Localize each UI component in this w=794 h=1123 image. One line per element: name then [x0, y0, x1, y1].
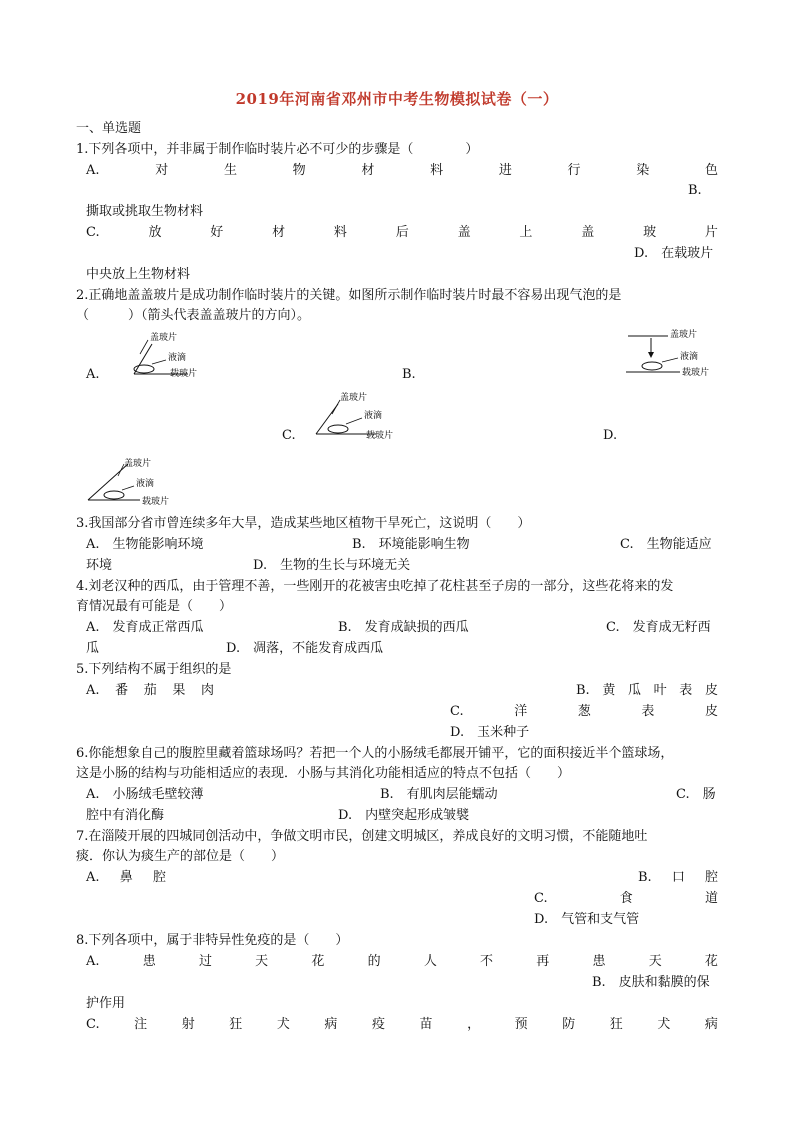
q2c-slide-label: 载玻片: [366, 431, 394, 441]
justified-char: 材: [272, 225, 286, 240]
justified-char: 料: [333, 225, 347, 240]
q6-option-c: C. 肠: [676, 787, 716, 802]
q8-option-c: [86, 1016, 718, 1034]
q7-option-b: [638, 869, 718, 887]
justified-char: 茄: [143, 683, 157, 698]
justified-char: 再: [536, 954, 550, 969]
q6-option-c-cont: 腔中有消化酶: [86, 808, 165, 823]
q2d-slide-label: 载玻片: [142, 497, 170, 507]
q1-option-b-label: B.: [688, 183, 702, 198]
q4-option-b: B. 发育成缺损的西瓜: [338, 620, 469, 635]
q2b-cover-label: 盖玻片: [670, 330, 698, 340]
justified-char: 犬: [276, 1017, 290, 1032]
q4-option-d: D. 凋落，不能发育成西瓜: [226, 641, 384, 656]
justified-char: 片: [704, 225, 718, 240]
q1-stem: 1.下列各项中，并非属于制作临时装片必不可少的步骤是（ ）: [76, 142, 479, 157]
q2a-slide-label: 载玻片: [170, 369, 198, 379]
q6-stem-line2: 这是小肠的结构与功能相适应的表现．小肠与其消化功能相适应的特点不包括（ ）: [76, 766, 571, 781]
q6-option-a: A. 小肠绒毛壁较薄: [86, 787, 204, 802]
q2-option-c: C.: [282, 428, 296, 443]
justified-char: 料: [430, 163, 444, 178]
q8-option-b-cont: 护作用: [86, 996, 126, 1011]
justified-char: A.: [86, 163, 100, 178]
justified-char: 防: [562, 1017, 576, 1032]
q5-stem: 5.下列结构不属于组织的是: [76, 662, 232, 677]
justified-char: C.: [86, 1017, 100, 1032]
q3-option-a: A. 生物能影响环境: [86, 537, 204, 552]
q4-stem-line2: 育情况最有可能是（ ）: [76, 599, 233, 614]
justified-char: 后: [395, 225, 409, 240]
justified-char: C.: [450, 704, 464, 719]
justified-char: 疫: [371, 1017, 385, 1032]
q4-option-a: A. 发育成正常西瓜: [86, 620, 204, 635]
justified-char: 生: [223, 163, 237, 178]
justified-char: A.: [86, 870, 100, 885]
q2a-cover-label: 盖玻片: [150, 333, 178, 343]
q1-option-b: 撕取或挑取生物材料: [86, 204, 204, 219]
q4-option-c: C. 发育成无籽西: [606, 620, 711, 635]
q5-option-d: D. 玉米种子: [450, 725, 530, 740]
justified-char: 的: [367, 954, 381, 969]
justified-char: 狂: [229, 1017, 243, 1032]
q2-figure-b: [618, 326, 728, 384]
justified-char: 口: [671, 870, 685, 885]
q6-option-b: B. 有肌肉层能蠕动: [380, 787, 498, 802]
q3-option-b: B. 环境能影响生物: [352, 537, 470, 552]
q1-option-a: [86, 162, 718, 180]
q2-figure-a: [108, 330, 218, 386]
justified-char: 花: [311, 954, 325, 969]
q2d-drop-label: 液滴: [136, 479, 155, 489]
justified-char: C.: [86, 225, 100, 240]
justified-char: 染: [636, 163, 650, 178]
q6-option-d: D. 内壁突起形成皱襞: [338, 808, 470, 823]
justified-char: 食: [619, 891, 633, 906]
justified-char: 葱: [577, 704, 591, 719]
justified-char: B.: [576, 683, 590, 698]
justified-char: 预: [514, 1017, 528, 1032]
justified-char: 腔: [152, 870, 166, 885]
justified-char: 色: [704, 163, 718, 178]
justified-char: 盖: [581, 225, 595, 240]
q8-stem: 8.下列各项中，属于非特异性免疫的是（ ）: [76, 933, 349, 948]
justified-char: 材: [361, 163, 375, 178]
justified-char: C.: [534, 891, 548, 906]
justified-char: 黄: [602, 683, 616, 698]
q5-option-a: [86, 682, 214, 700]
q7-stem-line2: 痰．你认为痰生产的部位是（ ）: [76, 849, 285, 864]
justified-char: 过: [198, 954, 212, 969]
q8-option-b: B. 皮肤和黏膜的保: [592, 975, 710, 990]
justified-char: 果: [172, 683, 186, 698]
justified-char: 射: [181, 1017, 195, 1032]
justified-char: 不: [480, 954, 494, 969]
q5-option-c: [450, 703, 718, 721]
justified-char: 表: [641, 704, 655, 719]
q2c-cover-label: 盖玻片: [340, 393, 368, 403]
justified-char: 洋: [514, 704, 528, 719]
q2-option-b: B.: [402, 367, 416, 382]
justified-char: ，: [467, 1017, 481, 1032]
justified-char: 上: [519, 225, 533, 240]
q7-option-a: [86, 869, 166, 887]
justified-char: 病: [704, 1017, 718, 1032]
q7-option-d: D. 气管和支气管: [534, 912, 640, 927]
justified-char: 患: [142, 954, 156, 969]
justified-char: 犬: [657, 1017, 671, 1032]
q2-option-d: D.: [603, 428, 618, 443]
justified-char: 天: [255, 954, 269, 969]
justified-char: 好: [210, 225, 224, 240]
justified-char: 病: [324, 1017, 338, 1032]
justified-char: 苗: [419, 1017, 433, 1032]
q2-option-a: A.: [86, 367, 100, 382]
q2d-cover-label: 盖玻片: [124, 459, 152, 469]
q2c-drop-label: 液滴: [364, 411, 383, 421]
justified-char: B.: [638, 870, 652, 885]
q1-option-d: D. 在载玻片: [634, 246, 714, 261]
page-title: 2019年河南省邓州市中考生物模拟试卷（一）: [235, 90, 559, 108]
q1-option-c: [86, 224, 718, 242]
justified-char: 放: [148, 225, 162, 240]
justified-char: 行: [567, 163, 581, 178]
q7-stem-line1: 7.在淄陵开展的四城同创活动中，争做文明市民，创建文明城区，养成良好的文明习惯，不能随地吐: [76, 829, 648, 844]
justified-char: 瓜: [627, 683, 641, 698]
justified-char: 对: [155, 163, 169, 178]
justified-char: 番: [115, 683, 129, 698]
q2b-drop-label: 液滴: [680, 352, 699, 362]
justified-char: 物: [292, 163, 306, 178]
q2b-slide-label: 载玻片: [682, 368, 710, 378]
q3-option-d: D. 生物的生长与环境无关: [253, 558, 411, 573]
justified-char: 患: [592, 954, 606, 969]
justified-char: 玻: [643, 225, 657, 240]
justified-char: 进: [498, 163, 512, 178]
q2a-drop-label: 液滴: [168, 353, 187, 363]
q4-stem-line1: 4.刘老汉种的西瓜，由于管理不善，一些刚开的花被害虫吃掉了花柱甚至子房的一部分，这些花将来的发: [76, 579, 674, 594]
q5-option-b: [576, 682, 718, 700]
q3-option-c-cont: 环境: [86, 558, 113, 573]
justified-char: 天: [648, 954, 662, 969]
q4-option-c-cont: 瓜: [86, 641, 100, 656]
justified-char: 花: [704, 954, 718, 969]
q8-option-a: [86, 953, 718, 971]
q2-figure-d: [84, 456, 194, 512]
justified-char: 叶: [653, 683, 667, 698]
justified-char: 狂: [609, 1017, 623, 1032]
q2-stem-line2: （ ）（箭头代表盖盖玻片的方向）。: [76, 308, 311, 323]
q2-figure-c: [304, 390, 414, 446]
q1-option-d-cont: 中央放上生物材料: [86, 267, 191, 282]
q2-stem-line1: 2.正确地盖盖玻片是成功制作临时装片的关键。如图所示制作临时装片时最不容易出现气泡的是: [76, 288, 622, 303]
justified-char: 鼻: [119, 870, 133, 885]
justified-char: 腔: [704, 870, 718, 885]
justified-char: 道: [704, 891, 718, 906]
section-heading: 一、单选题: [76, 121, 142, 136]
q3-stem: 3.我国部分省市曾连续多年大旱，造成某些地区植物干旱死亡，这说明（ ）: [76, 516, 531, 531]
justified-char: 人: [423, 954, 437, 969]
q7-option-c: [534, 890, 718, 908]
q6-stem-line1: 6.你能想象自己的腹腔里藏着篮球场吗？若把一个人的小肠绒毛都展开铺平，它的面积接近半个篮球场，: [76, 746, 674, 761]
justified-char: A.: [86, 683, 100, 698]
justified-char: 注: [134, 1017, 148, 1032]
justified-char: 盖: [457, 225, 471, 240]
justified-char: 表: [679, 683, 693, 698]
justified-char: 皮: [704, 683, 718, 698]
justified-char: 肉: [200, 683, 214, 698]
justified-char: A.: [86, 954, 100, 969]
justified-char: 皮: [704, 704, 718, 719]
q3-option-c: C. 生物能适应: [620, 537, 712, 552]
